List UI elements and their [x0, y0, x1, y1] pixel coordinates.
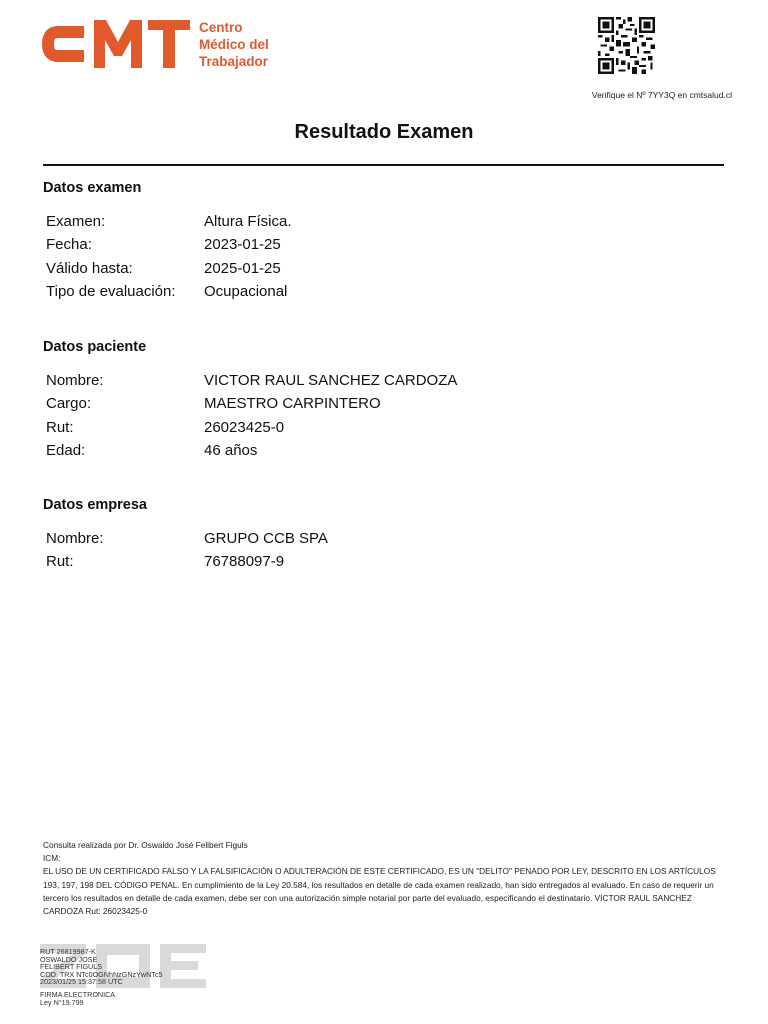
electronic-signature-stamp	[40, 940, 220, 1010]
detail-value: GRUPO CCB SPA	[204, 530, 328, 547]
detail-label: Edad:	[46, 441, 86, 459]
company-section-heading: Datos empresa	[43, 497, 147, 513]
detail-row	[46, 416, 457, 439]
logo-line: Centro	[199, 19, 243, 35]
logo-line: Médico del	[199, 36, 269, 52]
exam-details	[46, 210, 292, 303]
detail-row	[46, 280, 292, 303]
detail-label: Rut:	[46, 418, 74, 436]
qr-code-icon	[598, 17, 655, 74]
detail-value: 26023425-0	[204, 418, 285, 436]
firma-label: FIRMA ELECTRONICA	[40, 990, 116, 999]
page-title: Resultado Examen	[294, 121, 474, 143]
signature-line: FELIBERT FIGULS	[40, 962, 103, 972]
patient-section-heading: Datos paciente	[43, 339, 147, 355]
detail-value: 46 años	[204, 441, 258, 459]
detail-value: MAESTRO CARPINTERO	[204, 395, 381, 413]
exam-section-heading: Datos examen	[43, 180, 142, 196]
detail-label: Fecha:	[46, 236, 92, 254]
detail-row	[46, 550, 328, 573]
detail-row	[46, 233, 292, 256]
legal-footer	[43, 839, 723, 918]
title-divider	[43, 164, 724, 166]
icm-line: ICM:	[43, 853, 61, 864]
logo-line: Trabajador	[199, 53, 269, 69]
signature-line: OSWALDO JOSE	[40, 954, 98, 964]
ley-label: Ley N°19.799	[40, 997, 84, 1007]
detail-label: Tipo de evaluación:	[46, 282, 176, 300]
detail-row	[46, 439, 457, 462]
detail-row	[46, 369, 457, 392]
detail-value: Altura Física.	[204, 213, 292, 230]
detail-label: Rut:	[46, 553, 74, 571]
patient-details	[46, 369, 457, 462]
detail-row	[46, 392, 457, 415]
signature-details	[40, 948, 162, 986]
verification-text: Verifique el Nº 7YY3Q en cmtsalud.cl	[591, 90, 732, 100]
detail-row	[46, 210, 292, 233]
company-details	[46, 527, 328, 574]
detail-value: Ocupacional	[204, 282, 288, 300]
cmt-logo	[36, 18, 269, 70]
legal-disclaimer: EL USO DE UN CERTIFICADO FALSO Y LA FALSIFICACIÓN O ADULTERACIÓN DE ESTE CERTIFICADO, ES UN "DELITO" PENADO POR LEY, DESCRITO EN LOS ARTÍCULOS 193, 197, 198 DEL CÓDIGO PENAL. En cumplimiento de la Ley 20.584, los resultados en detalle de cada examen realizado, han sido entregados al evaluado. En caso de requerir un tercero los resultados en detalle de cada examen, debe ser con una autorización simple notarial por parte del evaluado, especificando el destinatario. VICTOR RAUL SANCHEZ CARDOZA Rut: 26023425-0	[43, 866, 716, 917]
signature-line: RUT 26819987-K	[40, 947, 96, 956]
detail-label: Nombre:	[46, 372, 104, 389]
signature-law	[40, 991, 115, 1006]
detail-value: VICTOR RAUL SANCHEZ CARDOZA	[204, 372, 458, 389]
detail-row	[46, 527, 328, 550]
detail-label: Nombre:	[46, 530, 104, 547]
detail-value: 76788097-9	[204, 553, 285, 571]
detail-label: Cargo:	[46, 395, 92, 413]
signature-line: COD. TRX NTc0OGNhNzGNzYwNTc5	[40, 969, 163, 979]
consult-line: Consulta realizada por Dr. Oswaldo José Felibert Figuls	[43, 840, 248, 850]
detail-value: 2023-01-25	[204, 236, 281, 254]
detail-label: Examen:	[46, 213, 106, 230]
detail-value: 2025-01-25	[204, 259, 281, 277]
cmt-logo-mark	[36, 18, 190, 70]
signature-line: 2023/01/25 15:37:58 UTC	[40, 977, 123, 987]
detail-row	[46, 257, 292, 280]
detail-label: Válido hasta:	[46, 259, 133, 277]
logo-wordmark	[199, 19, 269, 70]
